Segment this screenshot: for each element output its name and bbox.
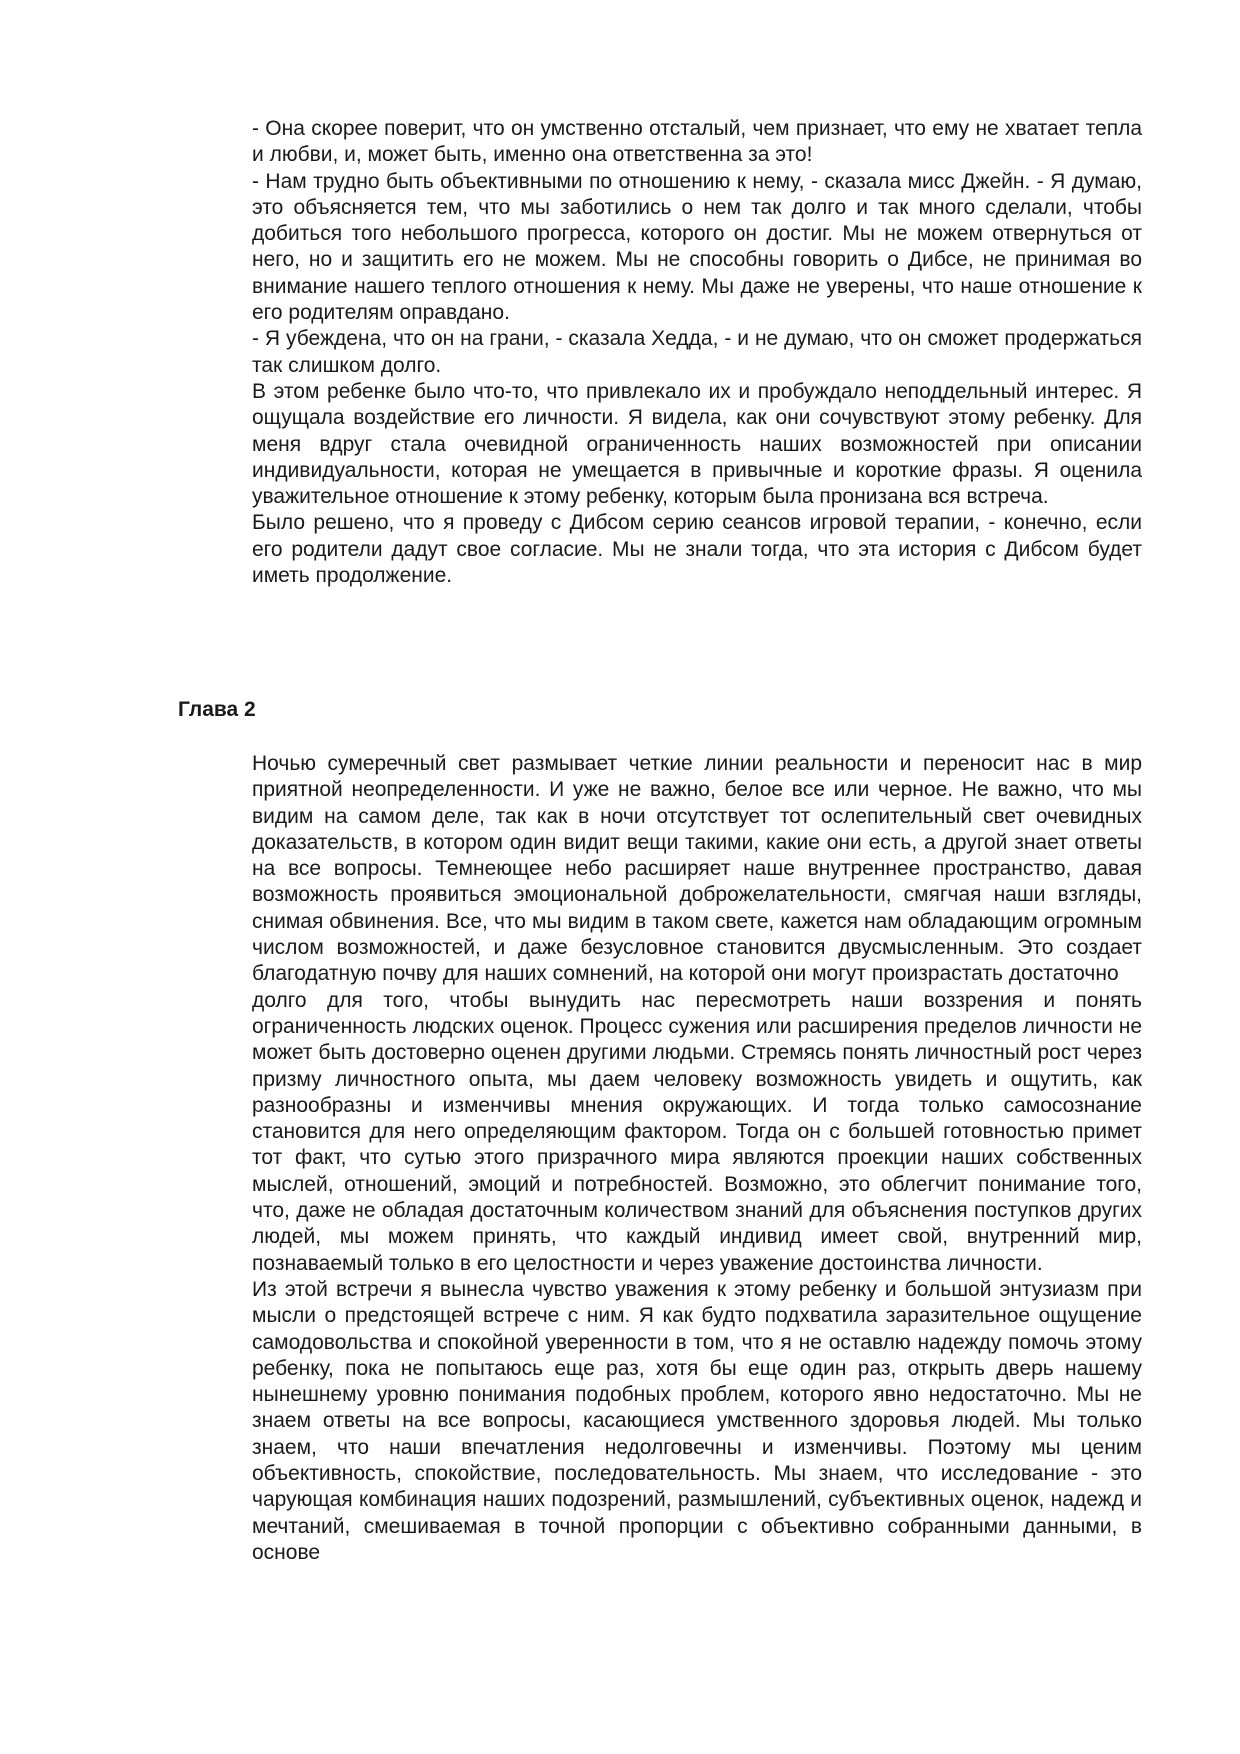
paragraph: - Я убеждена, что он на грани, - сказала Хедда, - и не думаю, что он сможет продержаться так слишком долго. [252,327,1142,377]
chapter-heading: Глава 2 [178,698,256,721]
paragraph: долго для того, чтобы вынудить нас пересмотреть наши воззрения и понять ограниченность людских оценок. Процесс сужения или расширения пределов личности не может быть достоверно оценен другими людьми. Стремясь понять личностный рост через призму личностного опыта, мы даем человеку возможность увидеть и ощутить, как разнообразны и изменчивы мнения окружающих. И тогда только самосознание становится для него определяющим фактором. Тогда он с большей готовностью примет тот факт, что сутью этого призрачного мира являются проекции наших собственных мыслей, отношений, эмоций и потребностей. Возможно, это облегчит понимание того, что, даже не обладая достаточным количеством знаний для объяснения поступков других людей, мы можем принять, что каждый индивид имеет свой, внутренний мир, познаваемый только в его целостности и через уважение достоинства личности. [252,988,1142,1275]
body-text-top [252,116,1142,589]
paragraph: Было решено, что я проведу с Дибсом серию сеансов игровой терапии, - конечно, если его родители дадут свое согласие. Мы не знали тогда, что эта история с Дибсом будет иметь продолжение. [252,511,1142,588]
paragraph: - Она скорее поверит, что он умственно отсталый, чем признает, что ему не хватает тепла и любви, и, может быть, именно она ответственна за это! [252,117,1142,167]
paragraph: В этом ребенке было что-то, что привлекало их и пробуждало неподдельный интерес. Я ощущала воздействие его личности. Я видела, как они сочувствуют этому ребенку. Для меня вдруг стала очевидной ограниченность наших возможностей при описании индивидуальности, которая не умещается в привычные и короткие фразы. Я оценила уважительное отношение к этому ребенку, которым была пронизана вся встреча. [252,379,1142,509]
paragraph: - Нам трудно быть объективными по отношению к нему, - сказала мисс Джейн. - Я думаю, это объясняется тем, что мы заботились о нем так долго и так много сделали, чтобы добиться того небольшого прогресса, которого он достиг. Мы не можем отвернуться от него, но и защитить его не можем. Мы не способны говорить о Дибсе, не принимая во внимание нашего теплого отношения к нему. Мы даже не уверены, что наше отношение к его родителям оправдано. [252,169,1142,325]
paragraph: Ночью сумеречный свет размывает четкие линии реальности и переносит нас в мир приятной неопределенности. И уже не важно, белое все или черное. Не важно, что мы видим на самом деле, так как в ночи отсутствует тот ослепительный свет очевидных доказательств, в котором один видит вещи такими, какие они есть, а другой знает ответы на все вопросы. Темнеющее небо расширяет наше внутреннее пространство, давая возможность проявиться эмоциональной доброжелательности, смягчая наши взгляды, снимая обвинения. Все, что мы видим в таком свете, кажется нам обладающим огромным числом возможностей, и даже безусловное становится двусмысленным. Это создает благодатную почву для наших сомнений, на которой они могут произрастать достаточно [252,752,1142,986]
paragraph: Из этой встречи я вынесла чувство уважения к этому ребенку и большой энтузиазм при мысли о предстоящей встрече с ним. Я как будто подхватила заразительное ощущение самодовольства и спокойной уверенности в том, что я не оставлю надежду помочь этому ребенку, пока не попытаюсь еще раз, хотя бы еще один раз, открыть дверь нашему нынешнему уровню понимания подобных проблем, которого явно недостаточно. Мы не знаем ответы на все вопросы, касающиеся умственного здоровья людей. Мы только знаем, что наши впечатления недолговечны и изменчивы. Поэтому мы ценим объективность, спокойствие, последовательность. Мы знаем, что исследование - это чарующая комбинация наших подозрений, размышлений, субъективных оценок, надежд и мечтаний, смешиваемая в точной пропорции с объективно собранными данными, в основе [252,1277,1142,1564]
body-text-bottom [252,751,1142,1566]
